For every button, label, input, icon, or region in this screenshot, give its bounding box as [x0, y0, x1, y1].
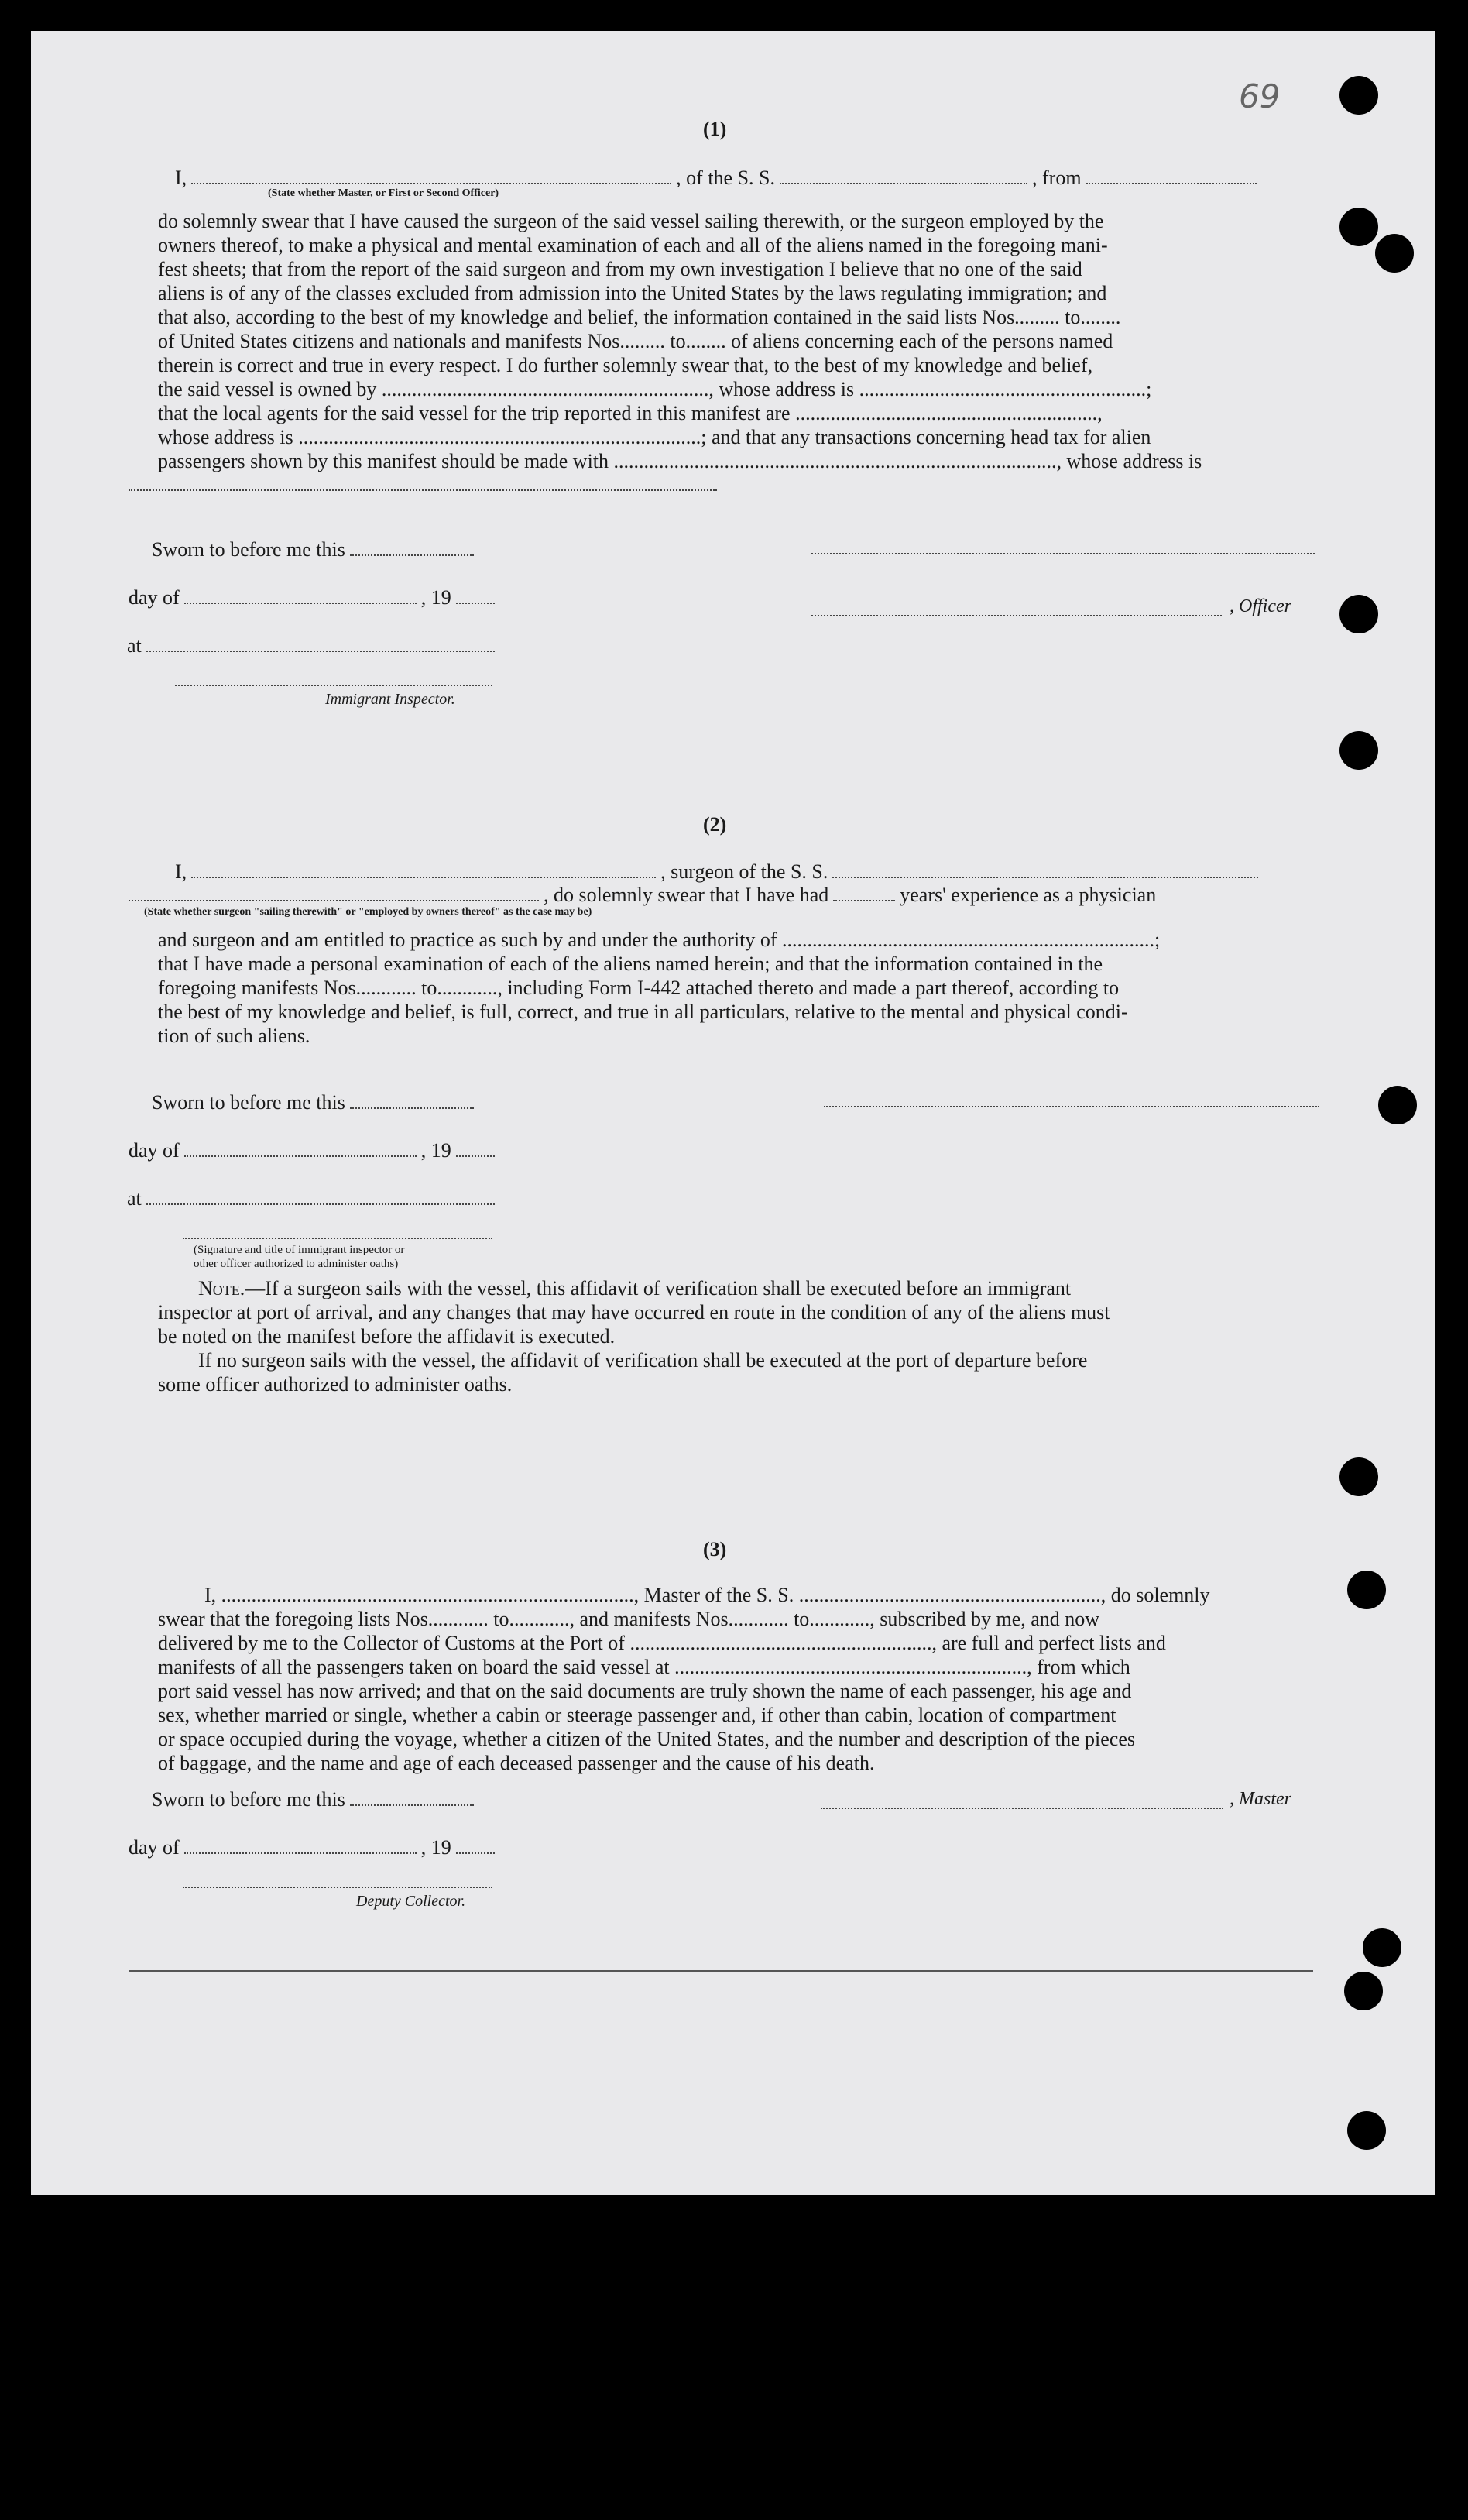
section-3-body [158, 1583, 1344, 1775]
s1-body-line: the said vessel is owned by ................................................................., whose address is .........................................................; [158, 378, 1152, 400]
s1-body-line: that also, according to the best of my knowledge and belief, the information contained in the said lists Nos......... to........ [158, 306, 1121, 328]
note-line [158, 1276, 1344, 1300]
s1-body-line: that the local agents for the said vessel for the trip reported in this manifest are ............................................................, [158, 402, 1103, 424]
signature-note-2: other officer authorized to administer oaths) [194, 1258, 399, 1270]
deputy-label: Deputy Collector. [356, 1893, 466, 1910]
s2-ss: , surgeon of the S. S. [660, 860, 828, 883]
s1-sworn [152, 537, 478, 561]
s3-day [129, 1835, 499, 1859]
s1-body-line: owners thereof, to make a physical and mental examination of each and all of the aliens named in the foregoing mani- [158, 234, 1108, 256]
s2-line2 [129, 883, 1156, 907]
punch-hole [1339, 76, 1378, 115]
s3-body-line: of baggage, and the name and age of each deceased passenger and the cause of his death. [158, 1752, 875, 1774]
note2-line: some officer authorized to administer oaths. [158, 1373, 513, 1396]
master-signature-line[interactable] [821, 1806, 1223, 1809]
s2-year-label: , 19 [420, 1139, 451, 1162]
from-port-blank[interactable] [1086, 182, 1257, 184]
s1-body-line: of United States citizens and nationals and manifests Nos......... to........ of aliens concerning each of the persons named [158, 330, 1113, 352]
s1-day-blank[interactable] [184, 602, 417, 604]
surgeon-note-paragraph [158, 1276, 1344, 1396]
s3-body-line: delivered by me to the Collector of Customs at the Port of ............................................................, are full and perfect lists and [158, 1632, 1166, 1654]
note2-line: If no surgeon sails with the vessel, the affidavit of verification shall be executed at the port of departure before [198, 1349, 1088, 1372]
s2-sworn-blank[interactable] [350, 1107, 474, 1109]
surgeon-note: (State whether surgeon "sailing therewith" or "employed by owners thereof" as the case may be) [144, 906, 592, 918]
officer-name-line[interactable] [811, 613, 1222, 616]
s2-day-label: day of [129, 1139, 180, 1162]
master-label: , Master [1230, 1789, 1291, 1809]
s2-at-label: at [127, 1187, 142, 1210]
ship-name-blank[interactable] [780, 182, 1027, 184]
s2-day [129, 1138, 499, 1162]
s1-year-label: , 19 [420, 586, 451, 609]
punch-hole [1347, 1571, 1386, 1609]
s2-swear: , do solemnly swear that I have had [544, 884, 829, 906]
s1-body-line: passengers shown by this manifest should be made with ........................................................................................, whose address is [158, 450, 1202, 472]
s2-year-blank[interactable] [456, 1155, 495, 1157]
deputy-signature-line[interactable] [183, 1885, 492, 1888]
punch-hole [1363, 1928, 1401, 1967]
bottom-rule [129, 1970, 1313, 1972]
note-line: be noted on the manifest before the affidavit is executed. [158, 1325, 616, 1348]
s3-sworn [152, 1787, 478, 1811]
s1-year-blank[interactable] [456, 602, 495, 604]
s1-day [129, 585, 499, 609]
s3-day-label: day of [129, 1836, 180, 1859]
s1-sworn-label: Sworn to before me this [152, 538, 345, 561]
officer-note: (State whether Master, or First or Second Officer) [268, 187, 499, 199]
s1-from: , from [1032, 167, 1082, 189]
note-label: Note. [198, 1277, 245, 1299]
years-blank[interactable] [833, 899, 895, 901]
signature-note-1: (Signature and title of immigrant inspector or [194, 1244, 405, 1256]
punch-hole [1339, 208, 1378, 246]
punch-hole [1339, 595, 1378, 633]
note-text: —If a surgeon sails with the vessel, this affidavit of verification shall be executed before an immigrant [245, 1277, 1072, 1299]
page-number: 69 [1239, 77, 1281, 115]
officer-label: , Officer [1230, 596, 1291, 616]
surgeon-signature-line[interactable] [824, 1104, 1319, 1107]
s3-body-line: swear that the foregoing lists Nos............ to............, and manifests Nos............ to............, subscribed by me, and now [158, 1608, 1100, 1630]
s3-year-label: , 19 [420, 1836, 451, 1859]
s2-sworn-label: Sworn to before me this [152, 1091, 345, 1114]
s2-sworn [152, 1090, 478, 1114]
s1-at [127, 633, 499, 657]
s3-body-line: or space occupied during the voyage, whether a citizen of the United States, and the number and description of the pieces [158, 1728, 1136, 1750]
s1-i: I, [175, 167, 187, 189]
section-1-body [158, 209, 1344, 473]
s2-at-blank[interactable] [146, 1203, 495, 1205]
s1-at-blank[interactable] [146, 650, 495, 652]
s1-body-line: aliens is of any of the classes excluded from admission into the United States by the laws regulating immigration; and [158, 282, 1107, 304]
address-continuation-blank[interactable] [129, 488, 717, 491]
s3-body-line: manifests of all the passengers taken on board the said vessel at ......................................................................, from which [158, 1656, 1130, 1678]
s2-at [127, 1186, 499, 1210]
s2-ship-blank[interactable] [832, 876, 1258, 878]
s1-body-line: fest sheets; that from the report of the said surgeon and from my own investigation I believe that no one of the said [158, 258, 1082, 280]
inspector-signature-line[interactable] [175, 683, 492, 686]
surgeon-type-blank[interactable] [129, 899, 539, 901]
inspector-label: Immigrant Inspector. [325, 691, 455, 708]
section-3-heading: (3) [703, 1538, 727, 1560]
s2-inspector-signature-line[interactable] [183, 1236, 492, 1239]
s3-body-line: sex, whether married or single, whether a cabin or steerage passenger and, if other than cabin, location of compartment [158, 1704, 1116, 1726]
s3-body-line: I, .................................................................................., Master of the S. S. ............................................................, do solemnly [204, 1584, 1210, 1606]
s1-ss: , of the S. S. [676, 167, 776, 189]
s2-body-line: tion of such aliens. [158, 1025, 310, 1047]
punch-hole [1375, 234, 1414, 273]
s2-day-blank[interactable] [184, 1155, 417, 1157]
s1-body-line: do solemnly swear that I have caused the surgeon of the said vessel sailing therewith, or the surgeon employed by the [158, 210, 1104, 232]
section-2-heading: (2) [703, 813, 727, 836]
s2-body-line: and surgeon and am entitled to practice as such by and under the authority of ..........................................................................; [158, 929, 1161, 951]
s3-body-line: port said vessel has now arrived; and that on the said documents are truly shown the name of each passenger, his age and [158, 1680, 1132, 1702]
s2-line1 [175, 860, 1263, 884]
s1-body-line: therein is correct and true in every respect. I do further solemnly swear that, to the best of my knowledge and belief, [158, 354, 1093, 376]
section-2-body [158, 928, 1344, 1048]
s2-body-line: the best of my knowledge and belief, is full, correct, and true in all particulars, relative to the mental and physical condi- [158, 1001, 1128, 1023]
s3-year-blank[interactable] [456, 1852, 495, 1854]
note-line: inspector at port of arrival, and any changes that may have occurred en route in the condition of any of the aliens must [158, 1301, 1110, 1324]
s2-i: I, [175, 860, 187, 883]
s1-body-line: whose address is ................................................................................; and that any transactions concerning head tax for alien [158, 426, 1151, 448]
s1-day-label: day of [129, 586, 180, 609]
form-sheet [31, 31, 1435, 2195]
punch-hole [1344, 1972, 1383, 2010]
s2-years-text: years' experience as a physician [900, 884, 1157, 906]
punch-hole [1378, 1086, 1417, 1124]
s2-body-line: that I have made a personal examination of each of the aliens named herein; and that the information contained in the [158, 953, 1103, 975]
officer-signature-line[interactable] [811, 551, 1315, 554]
officer-blank[interactable] [191, 182, 671, 184]
s1-sworn-blank[interactable] [350, 554, 474, 556]
punch-hole [1347, 2111, 1386, 2150]
s1-line1 [175, 166, 1261, 190]
section-1-heading: (1) [703, 118, 727, 140]
s3-sworn-blank[interactable] [350, 1804, 474, 1806]
punch-hole [1339, 1457, 1378, 1496]
punch-hole [1339, 731, 1378, 770]
s3-day-blank[interactable] [184, 1852, 417, 1854]
s2-body-line: foregoing manifests Nos............ to............, including Form I-442 attached thereto and made a part thereof, according to [158, 977, 1120, 999]
surgeon-name-blank[interactable] [191, 876, 656, 878]
s1-at-label: at [127, 634, 142, 657]
s3-sworn-label: Sworn to before me this [152, 1788, 345, 1811]
